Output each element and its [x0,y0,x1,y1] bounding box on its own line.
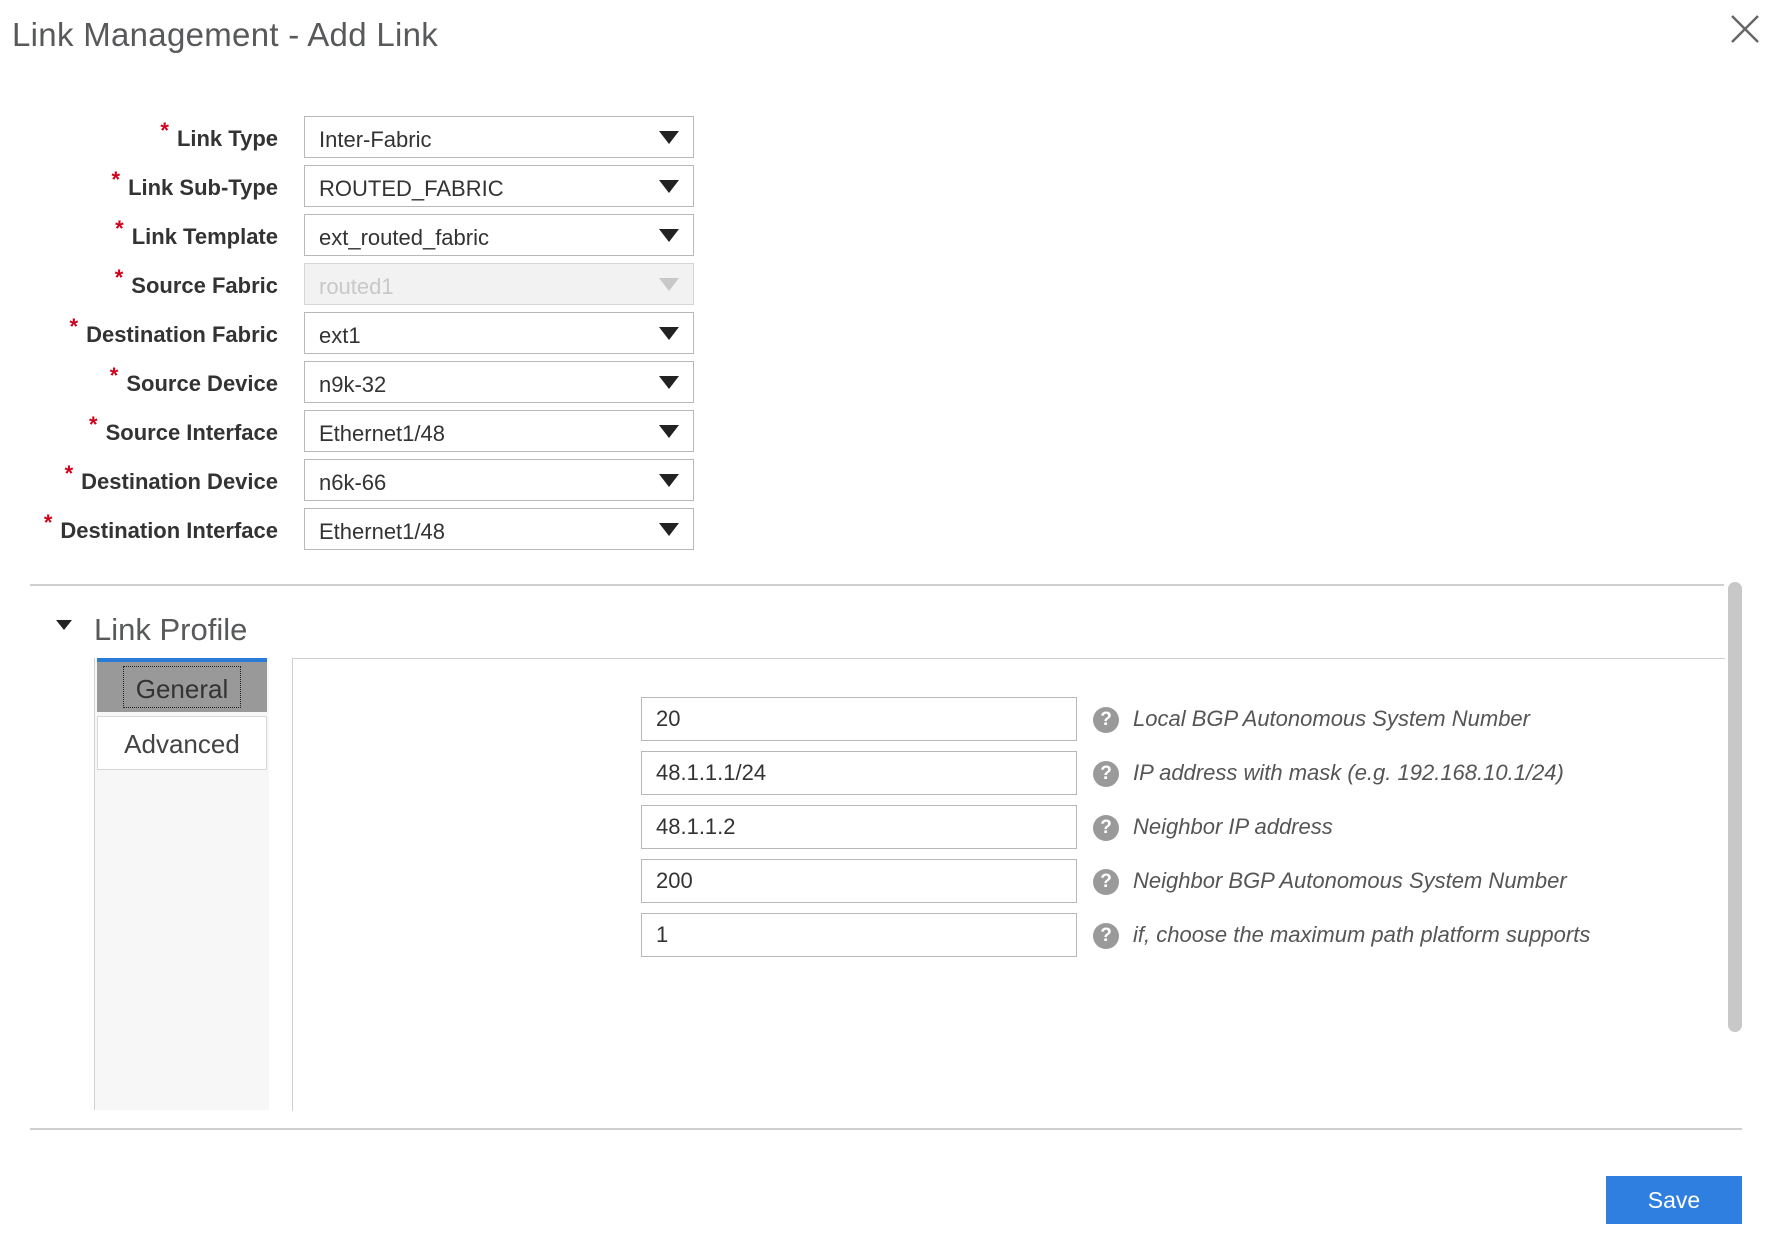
bgp-neighbor-asn-input[interactable] [641,859,1077,903]
field-label: Link Type [176,126,278,151]
tab-advanced[interactable] [97,716,267,770]
dropdown-arrow-icon [659,376,679,389]
select-value: Ethernet1/48 [319,421,445,446]
required-marker: * [114,265,124,290]
divider [30,1128,1742,1130]
help-text: Neighbor BGP Autonomous System Number [1133,868,1567,893]
field-bgp-local-asn [293,697,1725,745]
general-panel [292,658,1725,1111]
tab-label: General [135,674,229,704]
dropdown-arrow-icon [659,523,679,536]
field-label: Link Sub-Type [128,175,278,200]
dropdown-arrow-icon [659,229,679,242]
field-link-template [0,214,720,260]
dropdown-arrow-icon [659,278,679,291]
dropdown-arrow-icon [659,425,679,438]
help-text: Neighbor IP address [1133,814,1333,839]
tab-general[interactable] [97,658,267,712]
link-template-select[interactable] [304,214,694,256]
focus-ring [123,666,241,708]
field-label: Destination Interface [60,518,278,543]
field-destination-device [0,459,720,505]
source-device-select[interactable] [304,361,694,403]
field-destination-interface [0,508,720,554]
required-marker: * [115,216,124,241]
select-value: ROUTED_FABRIC [319,176,504,201]
field-source-device [0,361,720,407]
select-value: routed1 [319,274,394,299]
required-marker: * [160,118,169,143]
select-value: ext1 [319,323,361,348]
scrollbar[interactable] [1728,582,1742,1032]
required-marker: * [89,412,98,437]
dialog-title: Link Management - Add Link [12,16,439,53]
source-fabric-select [304,263,694,305]
help-icon[interactable]: ? [1093,761,1119,787]
field-label: Destination Device [81,469,278,494]
required-marker: * [64,461,74,486]
field-label: Source Interface [105,420,278,445]
help-icon[interactable]: ? [1093,707,1119,733]
destination-device-select[interactable] [304,459,694,501]
ip-address-mask-input[interactable] [641,751,1077,795]
link-type-select[interactable] [304,116,694,158]
close-icon[interactable] [1726,10,1764,48]
select-value: n9k-32 [319,372,387,397]
bgp-local-asn-input[interactable] [641,697,1077,741]
select-value: Ethernet1/48 [319,519,445,544]
select-value: Inter-Fabric [319,127,432,152]
select-value: ext_routed_fabric [319,225,489,250]
select-value: n6k-66 [319,470,387,495]
required-marker: * [109,363,119,388]
field-label: Link Template [131,224,278,249]
dropdown-arrow-icon [659,180,679,193]
help-icon[interactable]: ? [1093,869,1119,895]
field-bgp-neighbor-asn [293,859,1725,907]
field-link-type [0,116,720,162]
help-text: IP address with mask (e.g. 192.168.10.1/24) [1133,760,1564,785]
required-marker: * [69,314,79,339]
field-label: Source Fabric [131,273,278,298]
destination-fabric-select[interactable] [304,312,694,354]
required-marker: * [111,167,121,192]
divider [30,584,1724,586]
help-icon[interactable]: ? [1093,815,1119,841]
save-button[interactable]: Save [1606,1176,1742,1224]
link-sub-type-select[interactable] [304,165,694,207]
tab-label: Advanced [124,729,240,759]
field-destination-fabric [0,312,720,358]
field-ip-address-mask [293,751,1725,799]
required-marker: * [43,510,53,535]
dropdown-arrow-icon [659,474,679,487]
link-form [0,0,720,560]
destination-interface-select[interactable] [304,508,694,550]
help-icon[interactable]: ? [1093,923,1119,949]
link-profile-title: Link Profile [94,612,248,647]
field-link-sub-type [0,165,720,211]
help-text: if, choose the maximum path platform supports [1133,922,1591,947]
field-bgp-maximum-paths [293,913,1725,961]
field-bgp-neighbor-ip [293,805,1725,853]
bgp-maximum-paths-input[interactable] [641,913,1077,957]
help-text: Local BGP Autonomous System Number [1133,706,1530,731]
field-label: Source Device [126,371,278,396]
field-label: Destination Fabric [86,322,278,347]
field-source-fabric [0,263,720,309]
dropdown-arrow-icon [659,327,679,340]
profile-tabs [94,658,269,1110]
triangle-down-icon[interactable] [56,620,72,630]
source-interface-select[interactable] [304,410,694,452]
field-source-interface [0,410,720,456]
bgp-neighbor-ip-input[interactable] [641,805,1077,849]
dropdown-arrow-icon [659,131,679,144]
